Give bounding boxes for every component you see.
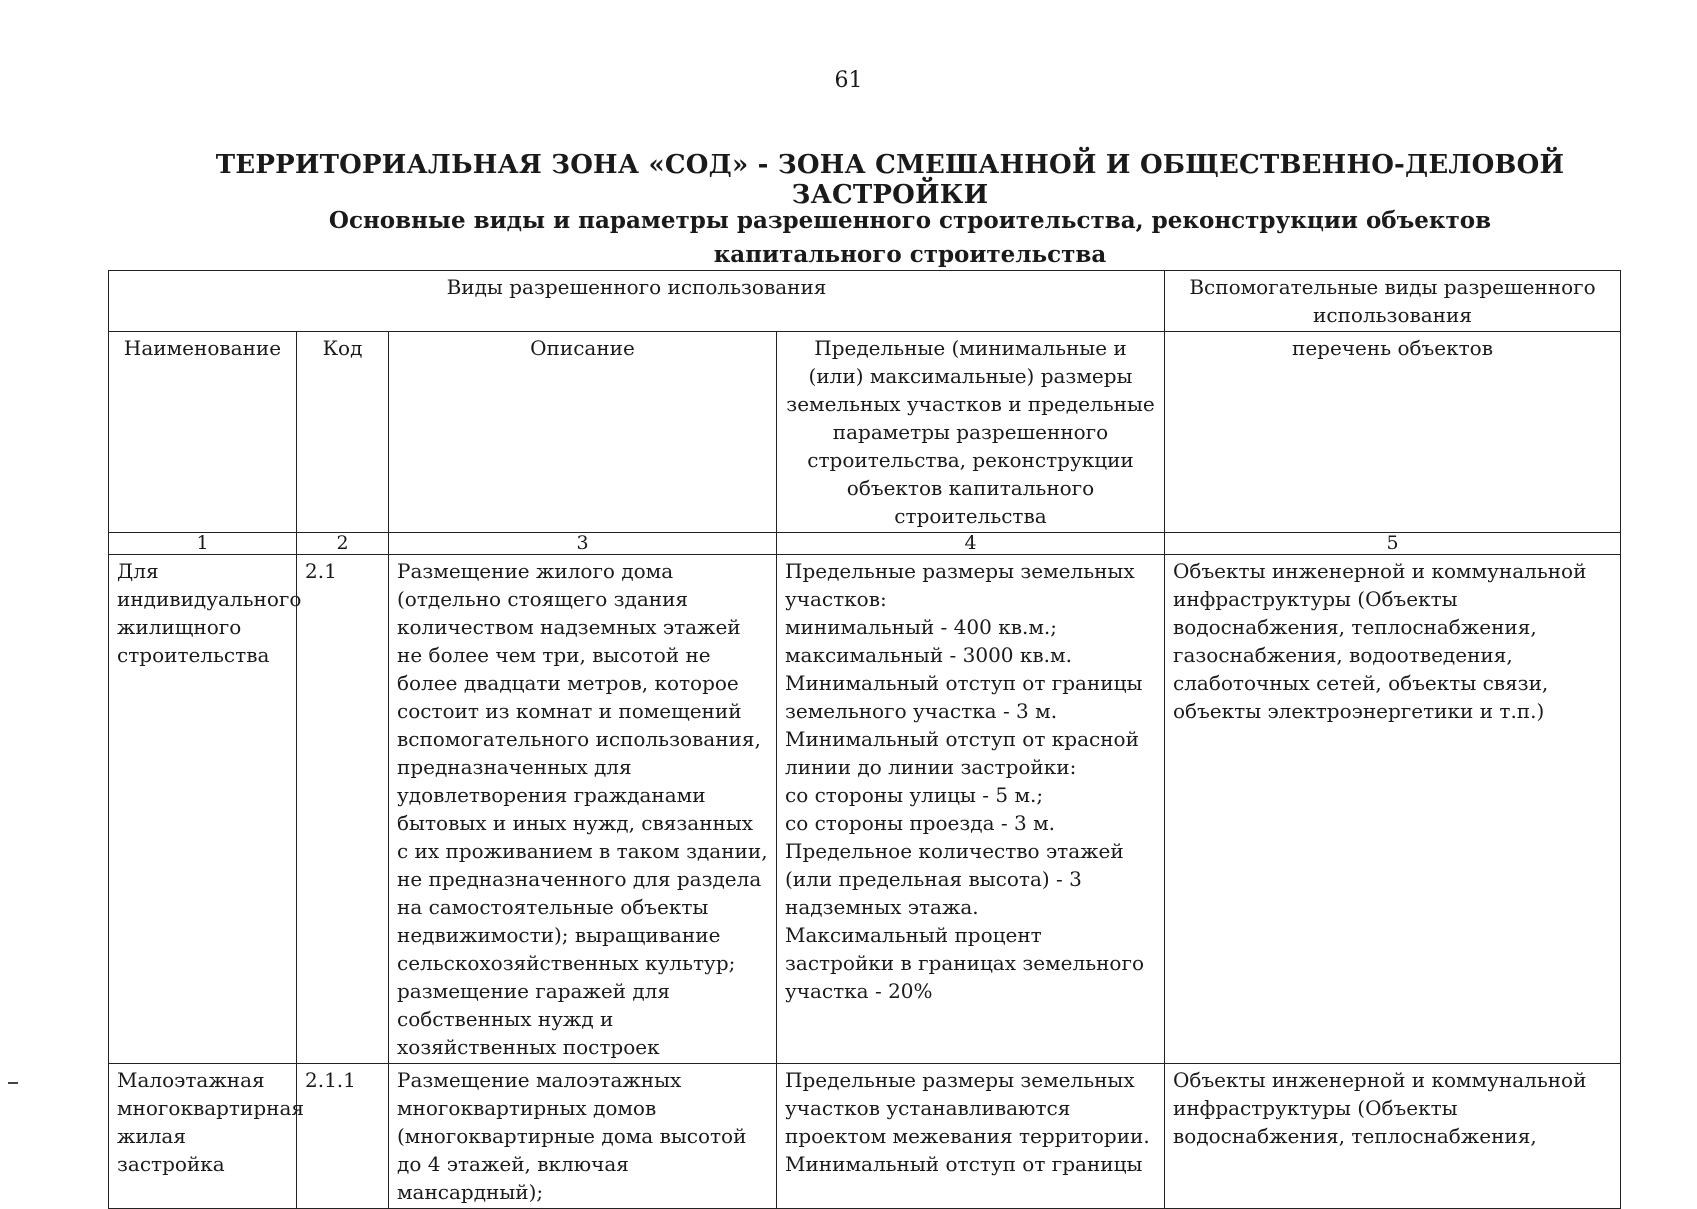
column-number: 4: [777, 533, 1165, 555]
column-header-objects: перечень объектов: [1165, 332, 1621, 533]
zone-title: ТЕРРИТОРИАЛЬНАЯ ЗОНА «СОД» - ЗОНА СМЕШАННОЙ И ОБЩЕСТВЕННО-ДЕЛОВОЙ ЗАСТРОЙКИ: [215, 150, 1565, 210]
column-number-row: [109, 533, 1621, 555]
aux-objects: Объекты инженерной и коммунальной инфраструктуры (Объекты водоснабжения, теплоснабжения, газоснабжения, водоотведения, слаботочных сетей, объекты связи, объекты электроэнергетики и т.п.): [1165, 555, 1621, 1064]
use-description: Размещение жилого дома (отдельно стоящего здания количеством надземных этажей не более чем три, высотой не более двадцати метров, которое состоит из комнат и помещений вспомогательного использования, предназначенных для удовлетворения гражданами бытовых и иных нужд, связанных с их проживанием в таком здании, не предназначенного для раздела на самостоятельные объекты недвижимости); выращивание сельскохозяйственных культур; размещение гаражей для собственных нужд и хозяйственных построек: [389, 555, 777, 1064]
land-use-table: [108, 270, 1621, 1209]
use-code: 2.1.1: [297, 1064, 389, 1209]
use-code: 2.1: [297, 555, 389, 1064]
column-number: 5: [1165, 533, 1621, 555]
group-header-row: [109, 271, 1621, 332]
column-header-limits: Предельные (минимальные и (или) максимальные) размеры земельных участков и предельные параметры разрешенного строительства, реконструкции объектов капитального строительства: [777, 332, 1165, 533]
page-number: 61: [834, 68, 863, 93]
use-name: Для индивидуального жилищного строительства: [109, 555, 297, 1064]
table-subtitle: Основные виды и параметры разрешенного строительства, реконструкции объектов капитального строительства: [328, 207, 1492, 268]
aux-objects: Объекты инженерной и коммунальной инфраструктуры (Объекты водоснабжения, теплоснабжения,: [1165, 1064, 1621, 1209]
main-uses-header: Виды разрешенного использования: [109, 271, 1165, 332]
column-number: 1: [109, 533, 297, 555]
column-header-row: [109, 332, 1621, 533]
use-limits: Предельные размеры земельных участков устанавливаются проектом межевания территории. Минимальный отступ от границы: [777, 1064, 1165, 1209]
table-row: [109, 1064, 1621, 1209]
aux-uses-header: Вспомогательные виды разрешенного использования: [1165, 271, 1621, 332]
margin-mark: [8, 1082, 18, 1084]
column-header-code: Код: [297, 332, 389, 533]
column-header-description: Описание: [389, 332, 777, 533]
use-limits: Предельные размеры земельных участков: минимальный - 400 кв.м.; максимальный - 3000 кв.м. Минимальный отступ от границы земельного участка - 3 м. Минимальный отступ от красной линии до линии застройки: со стороны улицы - 5 м.; со стороны проезда - 3 м. Предельное количество этажей (или предельная высота) - 3 надземных этажа. Максимальный процент застройки в границах земельного участка - 20%: [777, 555, 1165, 1064]
column-header-name: Наименование: [109, 332, 297, 533]
use-name: Малоэтажная многоквартирная жилая застройка: [109, 1064, 297, 1209]
column-number: 2: [297, 533, 389, 555]
use-description: Размещение малоэтажных многоквартирных домов (многоквартирные дома высотой до 4 этажей, включая мансардный);: [389, 1064, 777, 1209]
column-number: 3: [389, 533, 777, 555]
table-row: [109, 555, 1621, 1064]
